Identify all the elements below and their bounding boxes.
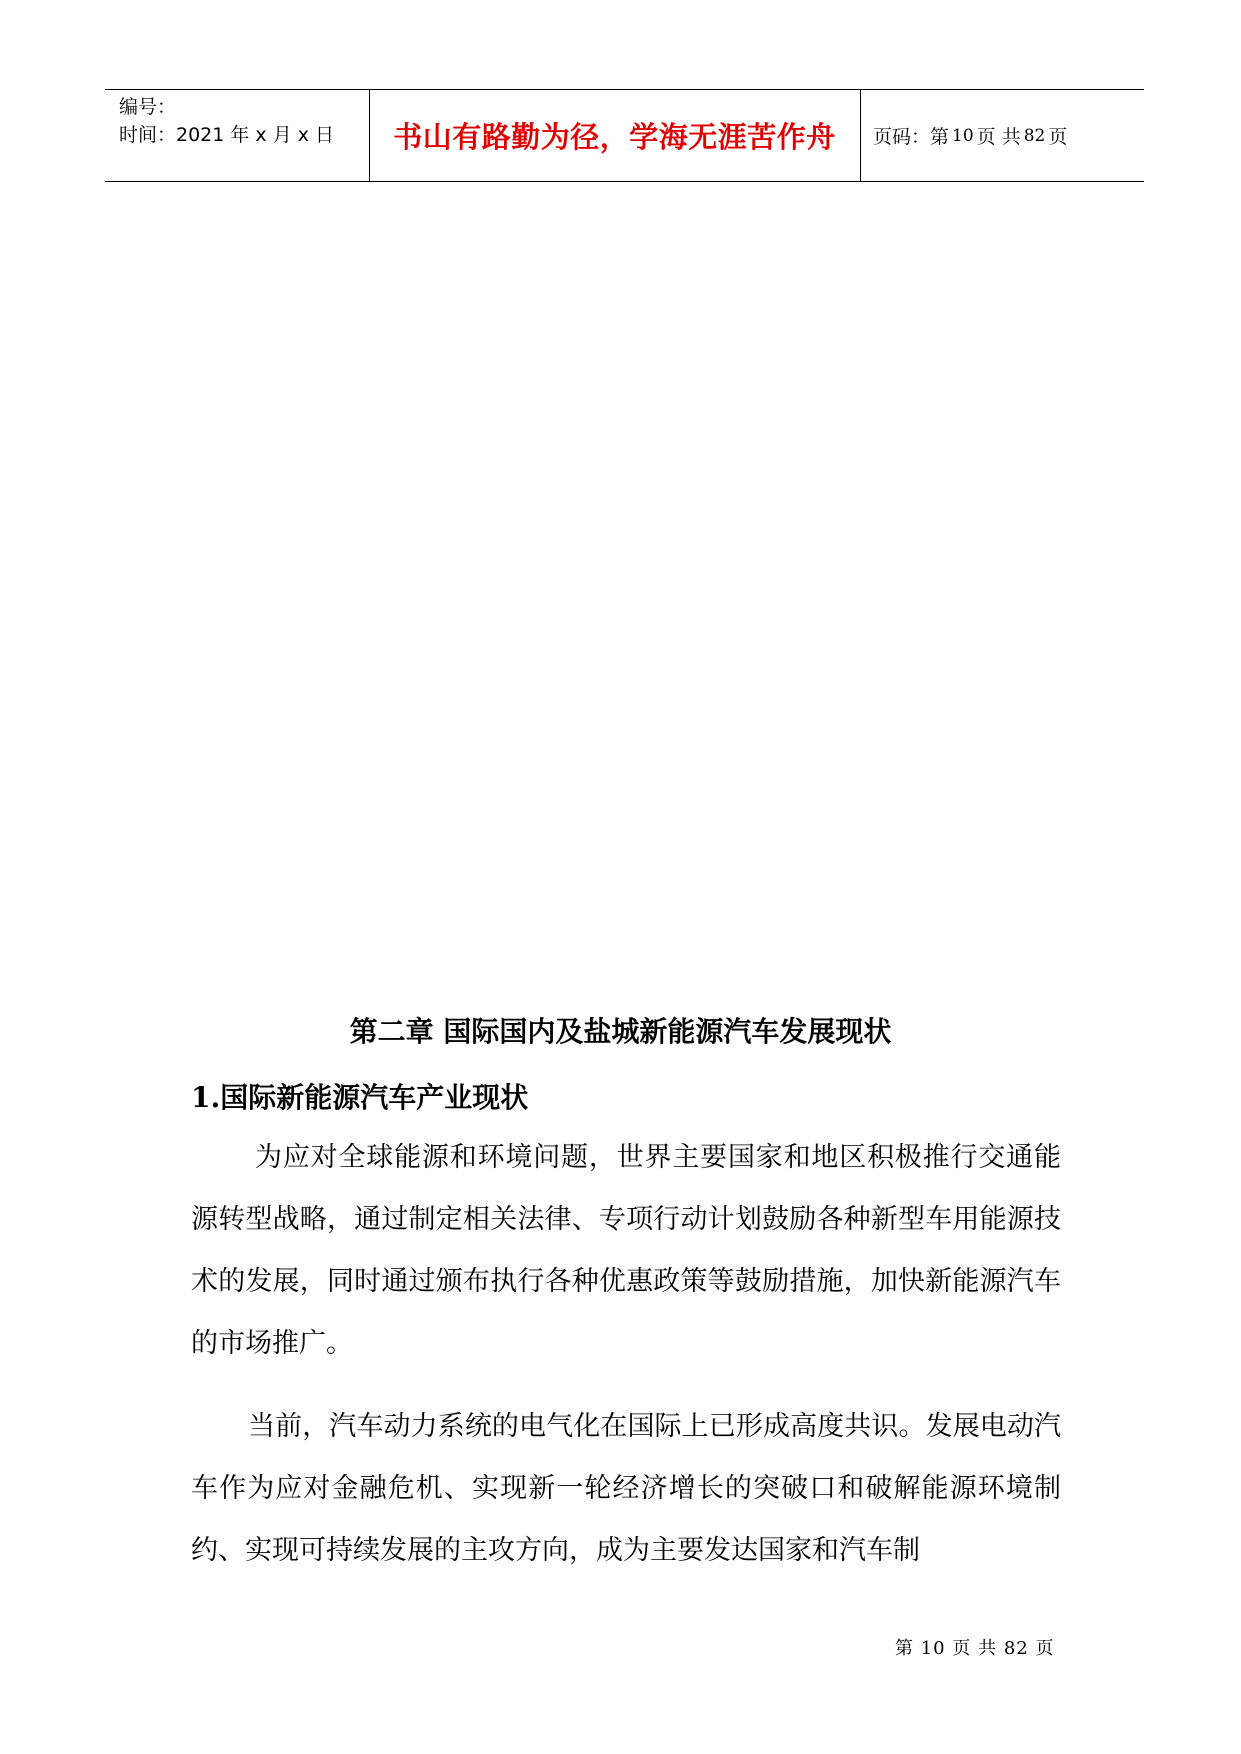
- page-footer: [895, 1636, 1054, 1662]
- section-title: 1.国际新能源汽车产业现状: [191, 1081, 529, 1114]
- page-code-mid: 页 共: [976, 126, 1021, 148]
- page-code-current: 10: [952, 125, 974, 146]
- page-code-prefix: 页码：第: [873, 126, 950, 148]
- time-label: 时间：2021 年 x 月 x 日: [119, 124, 335, 146]
- header-meta: [119, 93, 334, 149]
- header-page-code: [873, 90, 1067, 181]
- footer-mid: 页 共: [952, 1638, 998, 1659]
- header-motto: 书山有路勤为径，学海无涯苦作舟: [393, 120, 836, 154]
- body-paragraph: 为应对全球能源和环境问题，世界主要国家和地区积极推行交通能源转型战略，通过制定相关法律、专项行动计划鼓励各种新型车用能源技术的发展，同时通过颁布执行各种优惠政策等鼓励措施，加快新能源汽车的市场推广。: [191, 1142, 1061, 1359]
- document-header: [105, 89, 1144, 182]
- footer-suffix: 页: [1035, 1638, 1055, 1659]
- body-paragraph: 当前，汽车动力系统的电气化在国际上已形成高度共识。发展电动汽车作为应对金融危机、实现新一轮经济增长的突破口和破解能源环境制约、实现可持续发展的主攻方向，成为主要发达国家和汽车制: [191, 1411, 1061, 1566]
- footer-prefix: 第: [895, 1638, 914, 1659]
- header-divider: [860, 90, 861, 181]
- page-code-suffix: 页: [1048, 126, 1068, 148]
- chapter-title: 第二章 国际国内及盐城新能源汽车发展现状: [349, 1015, 892, 1048]
- footer-total: 82: [1003, 1638, 1029, 1659]
- page-code-total: 82: [1023, 125, 1046, 146]
- number-label: 编号：: [119, 96, 177, 118]
- footer-current: 10: [920, 1638, 946, 1659]
